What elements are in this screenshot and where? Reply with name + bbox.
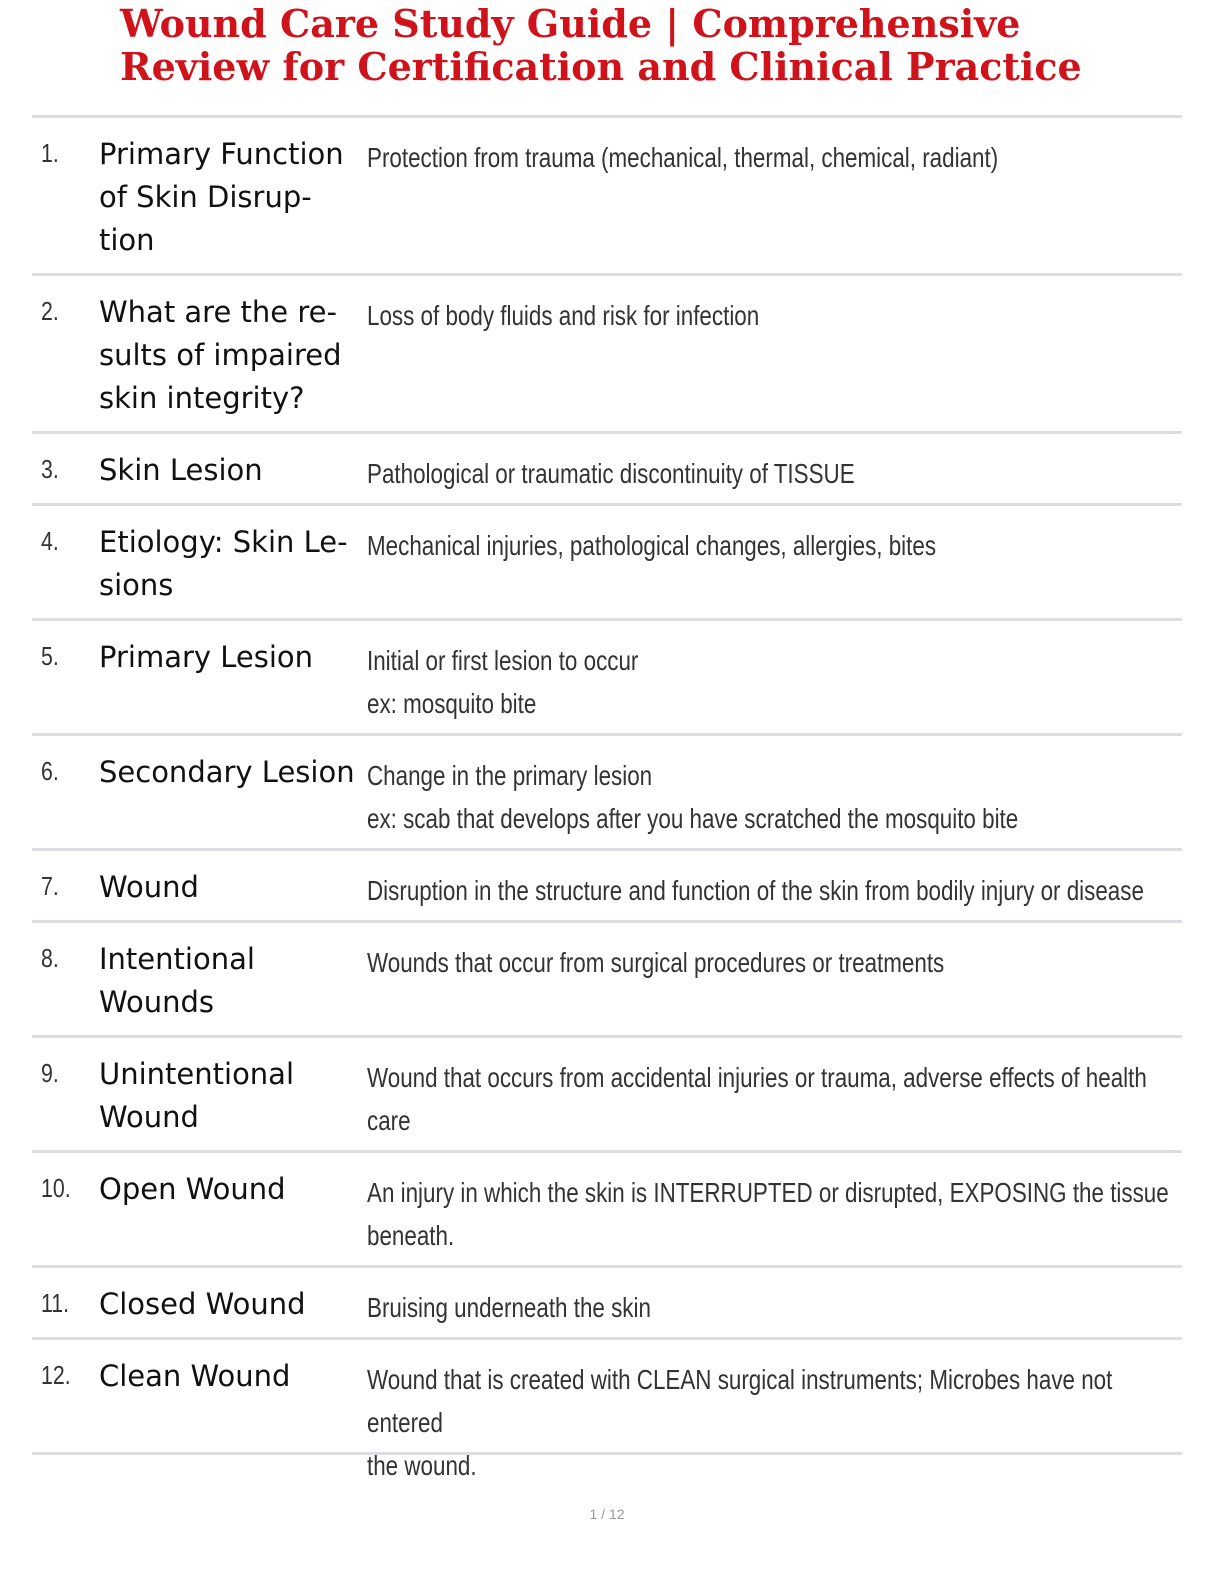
card-term-line: Skin Lesion [99, 453, 263, 487]
card-number: 1. [41, 138, 59, 168]
card-term-line: Wound [99, 870, 199, 904]
card-term [99, 521, 364, 607]
flashcard-row [32, 434, 1182, 506]
card-definition-line: Wounds that occur from surgical procedures or treatments [367, 947, 945, 978]
card-term [99, 938, 364, 1024]
card-definition-line: care [367, 1105, 411, 1136]
card-definition-line: Mechanical injuries, pathological changes, allergies, bites [367, 530, 937, 561]
card-number: 10. [41, 1173, 71, 1203]
card-term [99, 1355, 364, 1398]
flashcard-row [32, 118, 1182, 276]
card-definition [367, 1358, 1175, 1487]
card-term [99, 636, 364, 679]
card-number: 9. [41, 1058, 59, 1088]
card-number: 4. [41, 526, 59, 556]
flashcard-row [32, 276, 1182, 434]
flashcard-list [32, 115, 1182, 1481]
card-term-line: Primary Function [99, 137, 344, 171]
flashcard-row [32, 621, 1182, 736]
card-term [99, 1283, 364, 1326]
card-term-line: Closed Wound [99, 1287, 306, 1321]
flashcard-row [32, 1340, 1182, 1481]
card-definition-line: Initial or first lesion to occur [367, 645, 639, 676]
card-definition-line: Bruising underneath the skin [367, 1292, 651, 1323]
card-term [99, 133, 364, 262]
flashcard-row [32, 506, 1182, 621]
card-number: 7. [41, 871, 59, 901]
card-definition [367, 294, 1175, 337]
card-definition-line: ex: scab that develops after you have scratched the mosquito bite [367, 803, 1019, 834]
card-term-line: What are the re- [99, 295, 337, 329]
card-term [99, 866, 364, 909]
card-definition [367, 1286, 1175, 1329]
card-definition [367, 639, 1175, 725]
card-term-line: Wound [99, 1100, 199, 1134]
card-term-line: Clean Wound [99, 1359, 291, 1393]
document-title-line-2: Review for Certification and Clinical Practice [120, 44, 1082, 89]
card-definition-line: Wound that occurs from accidental injuries or trauma, adverse effects of health [367, 1062, 1147, 1093]
document-title-line-1: Wound Care Study Guide | Comprehensive [120, 1, 1021, 46]
card-term-line: of Skin Disrup- [99, 180, 312, 214]
card-definition [367, 1171, 1175, 1257]
card-definition [367, 941, 1175, 984]
card-term-line: sults of impaired [99, 338, 342, 372]
card-term-line: skin integrity? [99, 381, 305, 415]
flashcard-row [32, 1268, 1182, 1340]
card-definition [367, 754, 1175, 840]
page-indicator: 1 / 12 [589, 1506, 625, 1522]
card-definition [367, 1056, 1175, 1142]
document-title [120, 2, 1200, 88]
card-number: 3. [41, 454, 59, 484]
card-definition-line: beneath. [367, 1220, 455, 1251]
card-definition-line: ex: mosquito bite [367, 688, 537, 719]
card-definition [367, 524, 1175, 567]
card-term-line: Open Wound [99, 1172, 286, 1206]
card-number: 8. [41, 943, 59, 973]
card-term-line: tion [99, 223, 155, 257]
card-definition-line: Protection from trauma (mechanical, thermal, chemical, radiant) [367, 142, 999, 173]
card-number: 6. [41, 756, 59, 786]
card-definition-line: Disruption in the structure and function of the skin from bodily injury or disease [367, 875, 1144, 906]
card-term-line: Unintentional [99, 1057, 295, 1091]
flashcard-row [32, 1153, 1182, 1268]
card-definition [367, 136, 1175, 179]
card-term-line: Secondary Lesion [99, 755, 355, 789]
flashcard-row [32, 1038, 1182, 1153]
flashcard-row [32, 851, 1182, 923]
card-term [99, 291, 364, 420]
flashcard-row [32, 736, 1182, 851]
card-definition-line: Wound that is created with CLEAN surgical instruments; Microbes have not entered [367, 1364, 1113, 1438]
flashcard-row [32, 923, 1182, 1038]
card-definition [367, 869, 1175, 912]
card-definition [367, 452, 1175, 495]
card-definition-line: Change in the primary lesion [367, 760, 653, 791]
card-number: 12. [41, 1360, 71, 1390]
card-number: 2. [41, 296, 59, 326]
card-term-line: sions [99, 568, 174, 602]
card-number: 11. [41, 1288, 70, 1318]
card-definition-line: Loss of body fluids and risk for infection [367, 300, 760, 331]
card-definition-line: Pathological or traumatic discontinuity of TISSUE [367, 458, 855, 489]
card-term-line: Etiology: Skin Le- [99, 525, 348, 559]
card-term [99, 449, 364, 492]
card-term-line: Primary Lesion [99, 640, 314, 674]
card-number: 5. [41, 641, 59, 671]
card-term [99, 1053, 364, 1139]
card-definition-line: An injury in which the skin is INTERRUPTED or disrupted, EXPOSING the tissue [367, 1177, 1169, 1208]
card-term-line: Wounds [99, 985, 214, 1019]
card-definition-line: the wound. [367, 1450, 477, 1481]
card-term [99, 751, 364, 794]
card-term [99, 1168, 364, 1211]
card-term-line: Intentional [99, 942, 255, 976]
